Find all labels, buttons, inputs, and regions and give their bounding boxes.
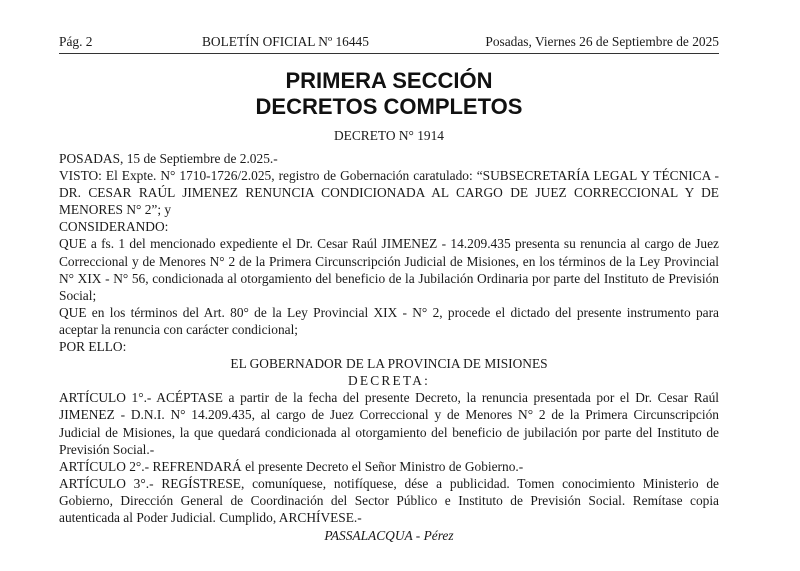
header-rule [59, 53, 719, 54]
place-date: POSADAS, 15 de Septiembre de 2.025.- [59, 151, 278, 166]
publication-date: Posadas, Viernes 26 de Septiembre de 2025 [485, 34, 719, 49]
que-paragraph-1: QUE a fs. 1 del mencionado expediente el Dr. Cesar Raúl JIMENEZ - 14.209.435 presenta su renuncia al cargo de Juez Correccional y de Menores N° 2 de la Primera Circunscripción Judicial de Misiones, en los términos de la Ley Provincial N° XIX - N° 56, condicionada al otorgamiento del beneficio de la Jubilación Ordinaria por parte del Instituto de Previsión Social; [59, 236, 719, 303]
publication-title: BOLETÍN OFICIAL Nº 16445 [202, 34, 369, 49]
decree-number: DECRETO N° 1914 [333, 128, 444, 143]
que-paragraph-2: QUE en los términos del Art. 80° de la Ley Provincial XIX - N° 2, procede el dictado del presente instrumento para aceptar la renuncia con carácter condicional; [59, 304, 719, 337]
governor-heading: EL GOBERNADOR DE LA PROVINCIA DE MISIONES [230, 356, 548, 372]
section-subtitle: DECRETOS COMPLETOS [255, 94, 523, 119]
considerando-heading: CONSIDERANDO: [59, 219, 169, 235]
article-1: ARTÍCULO 1°.- ACÉPTASE a partir de la fecha del presente Decreto, la renuncia presentada por el Dr. Cesar Raúl JIMENEZ - D.N.I. N° 14.209.435, al cargo de Juez Correccional y de Menores N° 2 de la Primera Circunscripción Judicial de Misiones, la que quedará condicionada al otorgamiento del beneficio de jubilación por parte del Instituto de Previsión Social.- [59, 390, 719, 457]
decreta-heading: DECRETA: [348, 373, 430, 389]
signature: PASSALACQUA - Pérez [324, 528, 454, 544]
page-number: Pág. 2 [59, 34, 93, 49]
section-title: PRIMERA SECCIÓN [285, 68, 493, 93]
visto-paragraph: VISTO: El Expte. N° 1710-1726/2.025, registro de Gobernación caratulado: “SUBSECRETARÍA LEGAL Y TÉCNICA - DR. CESAR RAÚL JIMENEZ RENUNCIA CONDICIONADA AL CARGO DE JUEZ CORRECCIONAL Y DE MENORES N° 2”; y [59, 168, 719, 218]
por-ello: POR ELLO: [59, 339, 127, 355]
page-header [59, 34, 719, 52]
article-2: ARTÍCULO 2°.- REFRENDARÁ el presente Decreto el Señor Ministro de Gobierno.- [59, 458, 524, 474]
article-3: ARTÍCULO 3°.- REGÍSTRESE, comuníquese, notifíquese, dése a publicidad. Tomen conocimiento Ministerio de Gobierno, Dirección General de Coordinación del Sector Público e Instituto de Previsión Social. Remítase copia autenticada al Poder Judicial. Cumplido, ARCHÍVESE.- [59, 475, 719, 525]
decree-body [59, 150, 719, 544]
